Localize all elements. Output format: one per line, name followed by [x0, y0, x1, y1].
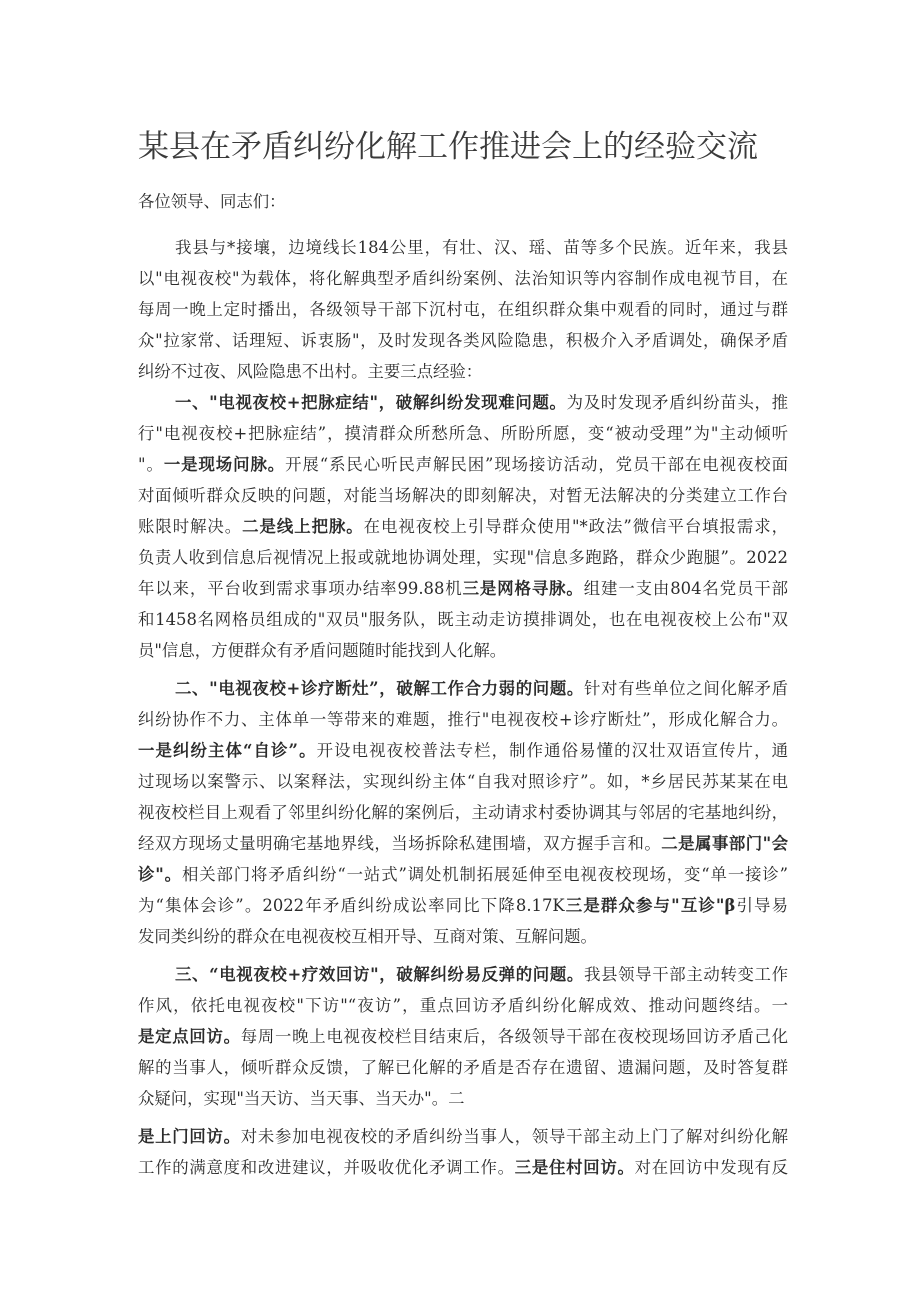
p3-heading: 二、"电视夜校+诊疗断灶”，破解工作合力弱的问题。	[175, 679, 584, 698]
p1-line-2: 以"电视夜校"为载体，将化解典型矛盾纠纷案例、法治知识等内容制作成电视节目，在	[138, 269, 788, 288]
p1-line-1: 我县与*接壤，边境线长184公里，有壮、汉、瑶、苗等多个民族。近年来，我县	[175, 238, 788, 257]
document-title: 某县在矛盾纠纷化解工作推进会上的经验交流	[138, 129, 758, 165]
p3-line-5: 视夜校栏目上观看了邻里纠纷化解的案例后，主动请求村委协调其与邻居的宅基地纠纷，	[138, 803, 788, 822]
p4-heading: 三、“电视夜校+疗效回访"，破解纠纷易反弹的问题。	[175, 965, 584, 984]
p4-line-3: 是定点回访。每周一晚上电视夜校栏目结束后，各级领导干部在夜校现场回访矛盾己化	[138, 1027, 788, 1046]
p3-line-7: 诊"。相关部门将矛盾纠纷“一站式”调处机制拓展延伸至电视夜校现场，变“单一接诊”	[138, 865, 788, 884]
p2-line-2: 行"电视夜校+把脉症结”，摸清群众所愁所急、所盼所愿，变“被动受理”为"主动倾听	[138, 424, 788, 443]
p4-line-1: 三、“电视夜校+疗效回访"，破解纠纷易反弹的问题。我县领导干部主动转变工作	[175, 965, 788, 984]
p3-line-4: 过现场以案警示、以案释法，实现纠纷主体“自我对照诊疗”。如，*乡居民苏某某在电	[138, 772, 788, 791]
p4-line-4: 解的当事人，倾听群众反馈，了解已化解的矛盾是否存在遗留、遗漏问题，及时答复群	[138, 1058, 788, 1077]
p3-line-1: 二、"电视夜校+诊疗断灶”，破解工作合力弱的问题。针对有些单位之间化解矛盾	[175, 679, 788, 698]
p1-line-4: 众"拉家常、话理短、诉衷肠"，及时发现各类风险隐患，积极介入矛盾调处，确保矛盾	[138, 331, 788, 350]
p2-line-3: "。一是现场问脉。开展“系民心听民声解民困”现场接访活动，党员干部在电视夜校面	[138, 455, 788, 474]
p3-line-8: 为“集体会诊”。2022年矛盾纠纷成讼率同比下降8.17K三是群众参与"互诊"β引导易	[138, 896, 788, 915]
p1-line-3: 每周一晚上定时播出，各级领导干部下沉村屯，在组织群众集中观看的同时，通过与群	[138, 300, 788, 319]
greeting: 各位领导、同志们：	[138, 192, 286, 211]
p4-line-5: 众疑问，实现"当天访、当天事、当天办"。二	[138, 1089, 465, 1108]
p2-line-9: 员"信息，方便群众有矛盾问题随时能找到人化解。	[138, 641, 507, 660]
p4-line-6: 是上门回访。对未参加电视夜校的矛盾纠纷当事人，领导干部主动上门了解对纠纷化解	[138, 1127, 788, 1146]
p2-heading: 一、"电视夜校+把脉症结"，破解纠纷发现难问题。	[175, 393, 567, 412]
p2-line-8: 和1458名网格员组成的"双员"服务队，既主动走访摸排调处，也在电视夜校上公布"双	[138, 610, 788, 629]
p2-line-5: 账限时解决。二是线上把脉。在电视夜校上引导群众使用"*政法”微信平台填报需求，	[138, 517, 788, 536]
p4-line-7: 工作的满意度和改进建议，并吸收优化矛调工作。三是住村回访。对在回访中发现有反	[138, 1158, 788, 1177]
p1-line-5: 纠纷不过夜、风险隐患不出村。主要三点经验：	[138, 362, 483, 381]
p3-line-2: 纠纷协作不力、主体单一等带来的难题，推行"电视夜校+诊疗断灶”，形成化解合力。	[138, 710, 788, 729]
p3-line-3: 一是纠纷主体“自诊”。开设电视夜校普法专栏，制作通俗易懂的汉壮双语宣传片，通	[138, 741, 788, 760]
p3-line-6: 经双方现场丈量明确宅基地界线，当场拆除私建围墙，双方握手言和。二是属事部门"会	[138, 834, 788, 853]
p3-line-9: 发同类纠纷的群众在电视夜校互相开导、互商对策、互解问题。	[138, 927, 597, 946]
p2-line-4: 对面倾听群众反映的问题，对能当场解决的即刻解决，对暂无法解决的分类建立工作台	[138, 486, 788, 505]
p2-line-1: 一、"电视夜校+把脉症结"，破解纠纷发现难问题。为及时发现矛盾纠纷苗头，推	[175, 393, 788, 412]
p2-line-7: 年以来，平台收到需求事项办结率99.88机三是网格寻脉。组建一支由804名党员干部	[138, 579, 788, 598]
p4-line-2: 作风，依托电视夜校"下访"“夜访”，重点回访矛盾纠纷化解成效、推动问题终结。一	[138, 996, 788, 1015]
p2-line-6: 负责人收到信息后视情况上报或就地协调处理，实现"信息多跑路，群众少跑腿”。2022	[138, 548, 788, 567]
